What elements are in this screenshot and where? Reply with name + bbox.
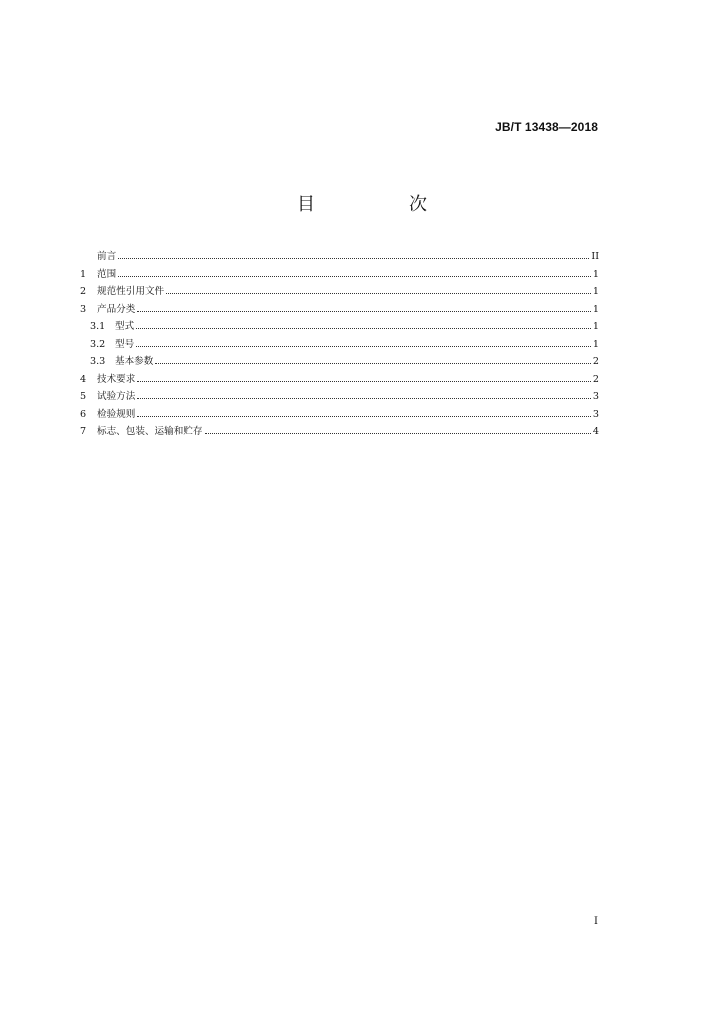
toc-entry[interactable]: [80, 336, 599, 354]
toc-entry-number: 6: [80, 408, 87, 420]
toc-entry-label: 试验方法: [97, 391, 136, 402]
toc-entry-number: 2: [80, 286, 87, 297]
toc-entry[interactable]: [80, 301, 599, 319]
toc-dot-leader: [137, 415, 591, 417]
toc-entry[interactable]: [80, 283, 599, 301]
toc-entry[interactable]: [80, 248, 599, 266]
toc-entry-label: 检验规则: [97, 408, 136, 420]
toc-entry-page: 1: [592, 338, 599, 350]
toc-entry-number: 5: [80, 391, 87, 402]
toc-dot-leader: [137, 397, 591, 399]
toc-entry[interactable]: [80, 406, 599, 424]
table-of-contents: [80, 248, 599, 441]
page-number: I: [594, 916, 598, 927]
toc-entry-page: 4: [592, 426, 599, 437]
toc-entry[interactable]: [80, 423, 599, 441]
toc-entry-number: 3.3: [90, 356, 106, 367]
toc-entry-number: 3.1: [90, 321, 106, 332]
toc-entry-number: 7: [80, 426, 87, 437]
toc-dot-leader: [137, 310, 591, 312]
toc-entry-page: 2: [592, 356, 599, 367]
toc-dot-leader: [205, 432, 591, 434]
toc-dot-leader: [155, 362, 591, 364]
toc-entry-label: 产品分类: [97, 303, 136, 315]
toc-entry[interactable]: [80, 318, 599, 336]
toc-entry-number: 3: [80, 303, 87, 315]
toc-entry-label: 基本参数: [115, 356, 154, 367]
toc-entry[interactable]: [80, 353, 599, 371]
standard-code: JB/T 13438—2018: [495, 120, 598, 134]
toc-entry-page: 1: [592, 303, 599, 315]
toc-entry-label: 规范性引用文件: [97, 286, 165, 297]
toc-dot-leader: [118, 257, 589, 259]
toc-entry-page: 3: [592, 408, 599, 420]
toc-entry-label: 技术要求: [97, 373, 136, 385]
toc-dot-leader: [136, 327, 591, 329]
toc-entry-page: II: [591, 251, 599, 262]
toc-entry[interactable]: [80, 371, 599, 389]
toc-entry-page: 1: [592, 268, 599, 280]
toc-entry-page: 3: [592, 391, 599, 402]
toc-entry-number: 4: [80, 373, 87, 385]
toc-dot-leader: [137, 380, 591, 382]
toc-entry-number: 3.2: [90, 338, 106, 350]
toc-dot-leader: [118, 275, 591, 277]
page-title: 目 次: [297, 194, 465, 215]
toc-dot-leader: [136, 345, 591, 347]
toc-entry-label: 前言: [97, 251, 117, 262]
toc-entry-number: 1: [80, 268, 87, 280]
toc-entry-label: 标志、包装、运输和贮存: [97, 426, 203, 437]
toc-entry[interactable]: [80, 266, 599, 284]
toc-entry-label: 型式: [115, 321, 135, 332]
toc-entry-page: 1: [592, 321, 599, 332]
toc-entry-page: 2: [592, 373, 599, 385]
toc-dot-leader: [166, 292, 591, 294]
toc-entry-page: 1: [592, 286, 599, 297]
toc-entry-label: 型号: [115, 338, 135, 350]
toc-entry[interactable]: [80, 388, 599, 406]
toc-entry-label: 范围: [97, 268, 117, 280]
